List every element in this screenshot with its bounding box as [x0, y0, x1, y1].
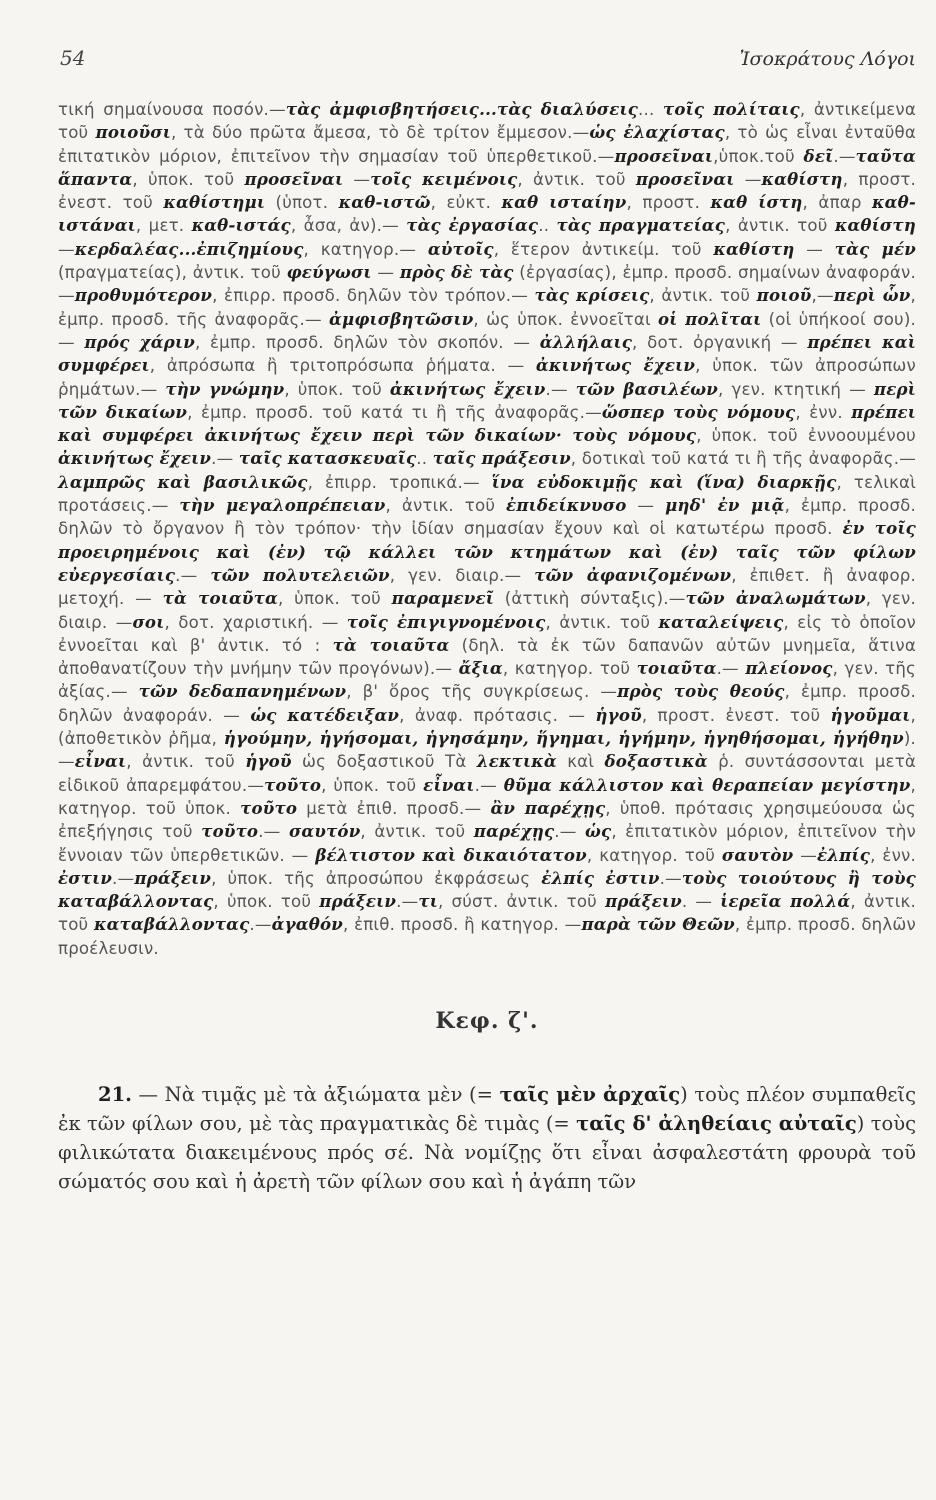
note-text: (δηλ. τὰ ἐκ τῶν δαπανῶν αὐτῶν μνημεῖα, ἅτινα ἀποθανατίζουν τὴν μνήμην τῶν προγόνων).—: [58, 635, 916, 679]
greek-term: πράξειν: [605, 891, 682, 912]
greek-term: τι: [418, 891, 438, 912]
note-text: , ἀντικ. τοῦ: [649, 286, 757, 306]
greek-term: ὡς: [585, 821, 612, 842]
greek-term: τῶν ἀναλωμάτων: [685, 588, 866, 609]
note-text: , ὑποκ. τοῦ: [321, 775, 424, 795]
greek-term: τῶν πολυτελειῶν: [210, 564, 390, 585]
greek-term: βέλτιστον καὶ δικαιότατον: [315, 844, 587, 865]
note-text: .—: [545, 379, 576, 399]
greek-term: ταῖς πράξεσιν: [432, 448, 571, 469]
running-title: Ἰσοκράτους Λόγοι: [739, 48, 916, 70]
note-text: —: [343, 169, 371, 189]
note-text: , ἐπιτατικὸν μόριον, ἐπιτεῖνον τὴν ἔννοιαν τῶν ὑπερθετικῶν. —: [58, 822, 917, 865]
note-text: , τελικαὶ προτάσεις.—: [58, 472, 917, 516]
note-text: , ἐμπρ. προσδ. τῆς ἀναφορᾶς.—: [58, 286, 916, 329]
greek-term: τὰ τοιαῦτα: [162, 588, 278, 609]
greek-term: ἱερεῖα πολλά: [720, 891, 851, 912]
note-text: , ὑποκ. τοῦ: [132, 169, 245, 189]
note-text: , τὰ δύο πρῶτα ἄμεσα, τὸ δὲ τρίτον ἔμμεσον.—: [170, 123, 590, 143]
note-text: ).—: [58, 729, 917, 772]
note-text: .—: [249, 915, 272, 935]
note-text: .—: [211, 449, 239, 469]
note-text: ..: [538, 216, 557, 236]
note-text: ,—: [811, 286, 834, 306]
greek-term: λεκτικὰ: [476, 751, 557, 772]
note-text: —: [734, 169, 762, 189]
note-text: , γεν. κτητική —: [718, 379, 874, 399]
greek-term: τὰς ἀμφισβητήσεις...τὰς διαλύσεις: [285, 99, 639, 119]
note-text: , ἀντικ. τοῦ: [360, 822, 474, 842]
note-text: , γεν. διαιρ. —: [58, 589, 917, 632]
note-text: μετὰ ἐπιθ. προσδ.—: [297, 798, 491, 818]
note-text: .—: [396, 892, 419, 912]
note-text: .—: [716, 659, 746, 679]
note-text: , ἆσα, ἀν).—: [290, 216, 407, 236]
note-text: , ὡς ὑποκ. ἐννοεῖται: [473, 309, 658, 329]
note-text: , τὸ ὡς εἶναι ἐνταῦθα ἐπιτατικὸν μόριον, ἐπιτεῖνον τὴν σημασίαν τοῦ ὑπερθετικοῦ.—: [58, 123, 917, 166]
note-text: , ἀντικ. τοῦ: [126, 752, 246, 772]
emphasized-phrase: 21.: [98, 1082, 132, 1106]
note-text: , ἐπιθετ. ἢ ἀναφορ. μετοχή. —: [58, 565, 917, 609]
note-text: , ἐμπρ. προσδ. δηλῶν τὸν σκοπόν. —: [194, 332, 540, 352]
greek-term: τοῖς κειμένοις: [370, 168, 518, 189]
note-text: —: [371, 263, 400, 283]
note-text: , ἐπιρρ. τροπικά.—: [307, 472, 492, 492]
note-text: .—: [474, 775, 504, 795]
greek-term: τῶν δεδαπανημένων: [138, 681, 347, 702]
note-text: , ἐπιθ. προσδ. ἢ κατηγορ. —: [343, 915, 582, 935]
greek-term: τὰς κρίσεις: [534, 285, 650, 306]
note-text: , κατηγορ. τοῦ ὑποκ.: [58, 775, 916, 818]
translation-paragraph: [58, 1080, 916, 1196]
greek-term: τοιαῦτα: [636, 658, 717, 679]
greek-term: ἀλλήλαις: [539, 331, 633, 352]
greek-term: ὥσπερ τοὺς νόμους: [601, 401, 796, 422]
greek-term: θῦμα κάλλιστον καὶ θεραπείαν μεγίστην: [503, 774, 911, 795]
note-text: .—: [833, 146, 856, 166]
book-page: [58, 42, 916, 1196]
greek-term: καταβάλλοντας: [93, 914, 250, 935]
note-text: .—: [659, 868, 682, 888]
note-text: ...: [638, 100, 664, 119]
greek-term: πράξειν: [134, 867, 212, 888]
page-number: 54: [60, 46, 86, 70]
greek-term: ταῖς κατασκευαῖς: [238, 448, 417, 469]
greek-term: ἐλπίς: [817, 844, 871, 865]
emphasized-phrase: ταῖς δ' ἀληθείαις αὐταῖς: [576, 1111, 857, 1135]
note-text: , προστ. ἐνεστ. τοῦ: [58, 169, 917, 213]
note-text: , ἐνν.: [870, 845, 916, 865]
note-text: , κατηγορ.—: [303, 239, 428, 259]
note-text: ῥ. συντάσσονται μετὰ εἰδικοῦ ἀπαρεμφάτου.—: [58, 752, 917, 795]
greek-term: καθ-ιστάς: [191, 215, 291, 236]
note-text: (ἐργασίας), ἐμπρ. προσδ. σημαίνων ἀναφοράν.—: [58, 263, 916, 306]
note-text: , ἐμπρ. προσδ. δηλῶν τὸ ὄργανον ἢ τὸν τρόπον· τὴν ἰδίαν σημασίαν ἔχουν καὶ οἱ κατωτέρω προσδ.: [58, 496, 916, 539]
note-text: , ἕτερον ἀντικείμ. τοῦ: [493, 239, 714, 259]
greek-term: πρέπει καὶ συμφέρει: [58, 331, 916, 376]
greek-term: πλείονος: [745, 658, 833, 679]
note-text: (ἀττικὴ σύνταξις).—: [494, 589, 686, 609]
note-text: , γεν. τῆς ἀξίας.—: [58, 659, 916, 702]
greek-term: τοῖς πολίταις: [663, 99, 800, 119]
note-text: , ἀπαρ: [802, 193, 873, 213]
greek-term: καθίστη: [761, 168, 843, 189]
greek-term: ἀκινήτως ἔχειν: [535, 355, 696, 376]
greek-term: προσεῖναι: [244, 168, 344, 189]
note-text: , προστ. ἐνεστ. τοῦ: [641, 705, 831, 725]
note-text: .—: [554, 822, 586, 842]
greek-term: πράξειν: [319, 891, 397, 912]
note-text: , ἐμπρ. προσδ. δηλῶν προέλευσιν.: [58, 915, 916, 958]
note-text: , ὑποκ. τοῦ ἐννοουμένου: [696, 426, 916, 446]
greek-term: σαυτὸν: [721, 844, 794, 865]
greek-term: σαυτόν: [288, 821, 361, 842]
greek-term: ποιοῦ: [756, 285, 812, 306]
greek-term: κερδαλέας...ἐπιζημίους: [74, 238, 304, 259]
note-text: , γεν. διαιρ.—: [389, 565, 535, 585]
greek-term: τῶν βασιλέων: [575, 378, 718, 399]
greek-term: καθ-ιστῶ: [338, 192, 431, 213]
note-text: , δοτ. ὀργανική —: [632, 332, 808, 352]
greek-term: ὡς κατέδειξαν: [250, 704, 400, 725]
note-text: , ἀντικ. τοῦ: [517, 169, 636, 189]
greek-term: ἀμφισβητῶσιν: [329, 308, 474, 329]
greek-term: πρός χάριν: [84, 331, 195, 352]
note-text: , β' ὅρος τῆς συγκρίσεως. —: [346, 682, 618, 702]
note-text: ὡς δοξαστικοῦ Τὰ: [291, 752, 477, 772]
greek-term: καθ ισταίην: [501, 192, 627, 213]
greek-term: δεῖ: [803, 145, 834, 166]
greek-term: τὰς πραγματείας: [556, 215, 726, 236]
greek-term: ταῦτα ἅπαντα: [58, 145, 917, 189]
note-text: , ὑποκ. τῶν ἀπροσώπων ῥημάτων.—: [58, 356, 916, 399]
note-text: , προστ.: [626, 193, 711, 213]
greek-term: ἀκινήτως ἔχειν: [389, 378, 546, 399]
note-text: , ἐνν.: [795, 402, 852, 422]
greek-term: αὐτοῖς: [427, 238, 494, 259]
greek-term: παρὰ τῶν Θεῶν: [581, 914, 735, 935]
note-text: , ὑποκ. τῆς ἀπροσώπου ἐκφράσεως: [211, 868, 542, 888]
note-text: , (ἀποθετικὸν ῥῆμα,: [58, 705, 916, 749]
greek-term: τὰ τοιαῦτα: [332, 634, 450, 655]
greek-term: φεύγωσι: [286, 262, 372, 283]
note-text: , δοτ. χαριστική. —: [164, 612, 347, 632]
greek-term: ἡγούμην, ἡγήσομαι, ἡγησάμην, ἥγημαι, ἡγήμην, ἡγηθήσομαι, ἡγήθην: [223, 728, 904, 749]
note-text: , ἐμπρ. προσδ. τοῦ κατά τι ἢ τῆς ἀναφορᾶς.—: [187, 402, 602, 422]
note-text: , ἀντικείμενα τοῦ: [58, 100, 916, 143]
note-text: , κατηγορ. τοῦ: [586, 845, 722, 865]
greek-term: παραμενεῖ: [391, 588, 495, 609]
note-text: (πραγματείας), ἀντικ. τοῦ: [58, 263, 287, 283]
note-text: , ἀναφ. πρότασις. —: [399, 705, 596, 725]
note-text: , ἐπιρρ. προσδ. δηλῶν τὸν τρόπον.—: [212, 286, 535, 306]
paragraph-text: ) τοὺς φιλικώτατα διακειμένους πρός σέ. Νὰ νομίζῃς ὅτι εἶναι ἀσφαλεστάτη φρουρὰ τοῦ σώματός σου καὶ ἡ ἀρετὴ τῶν φίλων σου καὶ ἡ ἀγάπη τῶν: [58, 1111, 916, 1193]
greek-term: ἂν παρέχῃς: [490, 797, 606, 818]
note-text: .—: [112, 868, 135, 888]
grammatical-notes: [58, 98, 916, 960]
greek-term: οἱ πολῖται: [658, 308, 762, 329]
note-text: , ὑποκ. τοῦ: [284, 379, 390, 399]
greek-term: παρέχῃς: [473, 821, 555, 842]
greek-term: ἡγοῦ: [595, 704, 642, 725]
note-text: , ἀντικ. τοῦ: [545, 612, 659, 632]
note-text: —: [793, 845, 818, 865]
note-text: —: [794, 239, 835, 259]
greek-term: καθίστη: [713, 238, 795, 259]
note-text: , ὑποθ. πρότασις χρησιμεύουσα ὡς ἐπεξήγησις τοῦ: [58, 798, 916, 842]
note-text: (ὑποτ.: [265, 193, 339, 213]
greek-term: λαμπρῶς καὶ βασιλικῶς: [58, 471, 308, 492]
note-text: (οἱ ὑπήκοοί σου). —: [58, 309, 916, 352]
greek-term: τοὺς τοιούτους ἢ τοὺς καταβάλλοντας: [58, 867, 916, 912]
note-text: , κατηγορ. τοῦ: [502, 659, 637, 679]
greek-term: τὴν μεγαλοπρέπειαν: [179, 495, 386, 516]
greek-term: τῶν ἀφανιζομένων: [534, 564, 732, 585]
greek-term: τοῦτο: [201, 821, 259, 842]
note-text: , ἀντικ. τοῦ: [58, 892, 916, 935]
greek-term: προσεῖναι: [635, 168, 735, 189]
greek-term: τοῦτο: [264, 774, 322, 795]
greek-term: σοι: [132, 611, 165, 632]
greek-term: καθ ίστη: [710, 192, 803, 213]
greek-term: περὶ ὧν: [833, 285, 911, 306]
greek-term: δοξαστικὰ: [604, 751, 708, 772]
note-text: τική σημαίνουσα ποσόν.—: [58, 100, 286, 119]
greek-term: εἶναι: [74, 751, 127, 772]
greek-term: καταλείψεις: [658, 611, 784, 632]
greek-term: καθίστη: [834, 215, 916, 236]
note-text: —: [58, 239, 75, 259]
greek-term: καθ-ιστάναι: [58, 192, 917, 236]
note-text: .—: [175, 565, 211, 585]
greek-term: τοῖς ἐπιγιγνομένοις: [346, 611, 546, 632]
greek-term: εἶναι: [423, 774, 475, 795]
note-text: ,ὑποκ.τοῦ: [713, 146, 804, 166]
greek-term: πρέπει καὶ συμφέρει ἀκινήτως ἔχειν περὶ τῶν δικαίων· τοὺς νόμους: [58, 401, 916, 446]
greek-term: τὰς μέν: [834, 238, 916, 259]
greek-term: περὶ τῶν δικαίων: [58, 378, 916, 422]
greek-term: τὴν γνώμην: [165, 378, 285, 399]
page-header: [58, 42, 916, 84]
greek-term: προθυμότερον: [74, 285, 213, 306]
note-text: . —: [681, 892, 721, 912]
note-text: , ἐμπρ. προσδ. δηλῶν ἀναφοράν. —: [58, 682, 916, 725]
greek-term: ἵνα εὐδοκιμῇς καὶ (ἵνα) διαρκῇς: [491, 471, 837, 492]
greek-term: τὰς ἐργασίας: [406, 215, 539, 236]
greek-term: καθίστημι: [163, 192, 266, 213]
greek-term: ἐν τοῖς προειρημένοις καὶ (ἐν) τῷ κάλλει τῶν κτημάτων καὶ (ἐν) ταῖς τῶν φίλων εὐεργεσίαις: [58, 518, 916, 585]
greek-term: τοῦτο: [240, 797, 298, 818]
note-text: , ἀπρόσωπα ἢ τριτοπρόσωπα ῥήματα. —: [149, 356, 536, 376]
greek-term: ἄξια: [458, 658, 503, 679]
greek-term: ἡγοῦ: [245, 751, 292, 772]
greek-term: προσεῖναι: [614, 145, 714, 166]
greek-term: ἀγαθόν: [271, 914, 343, 935]
note-text: ..: [416, 449, 433, 469]
note-text: , ἀντικ. τοῦ: [385, 496, 507, 516]
note-text: , ὑποκ. τοῦ: [213, 892, 320, 912]
greek-term: πρὸς τοὺς θεούς: [617, 681, 785, 702]
greek-term: ἐστιν: [58, 867, 113, 888]
note-text: , ὑποκ. τοῦ: [278, 589, 392, 609]
paragraph-text: ) τοὺς πλέον συμπαθεῖς ἐκ τῶν φίλων σου, μὲ τὰς πραγματικὰς δὲ τιμὰς (=: [58, 1082, 916, 1135]
greek-term: ποιοῦσι: [95, 122, 171, 143]
greek-term: ἐπιδείκνυσο: [506, 495, 627, 516]
note-text: , μετ.: [135, 216, 192, 236]
greek-term: πρὸς δὲ τὰς: [399, 262, 514, 283]
note-text: , σύστ. ἀντικ. τοῦ: [437, 892, 606, 912]
emphasized-phrase: ταῖς μὲν ἀρχαῖς: [499, 1082, 681, 1106]
note-text: .—: [258, 822, 289, 842]
note-text: καὶ: [556, 752, 605, 772]
note-text: , ἀντικ. τοῦ: [725, 216, 835, 236]
note-text: , εὐκτ.: [430, 193, 502, 213]
greek-term: ἡγοῦμαι: [830, 704, 911, 725]
greek-term: μηδ' ἐν μιᾷ: [665, 495, 785, 516]
chapter-heading: Κεφ. ζ'.: [435, 1007, 539, 1034]
greek-term: ὡς ἐλαχίστας: [589, 122, 725, 143]
note-text: , εἰς τὸ ὁποῖον ἐννοεῖται καὶ β' ἀντικ. τό :: [58, 612, 917, 655]
note-text: —: [626, 496, 666, 516]
paragraph-text: — Νὰ τιμᾷς μὲ τὰ ἀξιώματα μὲν (=: [131, 1082, 500, 1106]
greek-term: ἐλπίς ἐστιν: [541, 867, 660, 888]
greek-term: ἀκινήτως ἔχειν: [58, 448, 212, 469]
note-text: , δοτικαὶ τοῦ κατά τι ἢ τῆς ἀναφορᾶς.—: [570, 449, 916, 469]
